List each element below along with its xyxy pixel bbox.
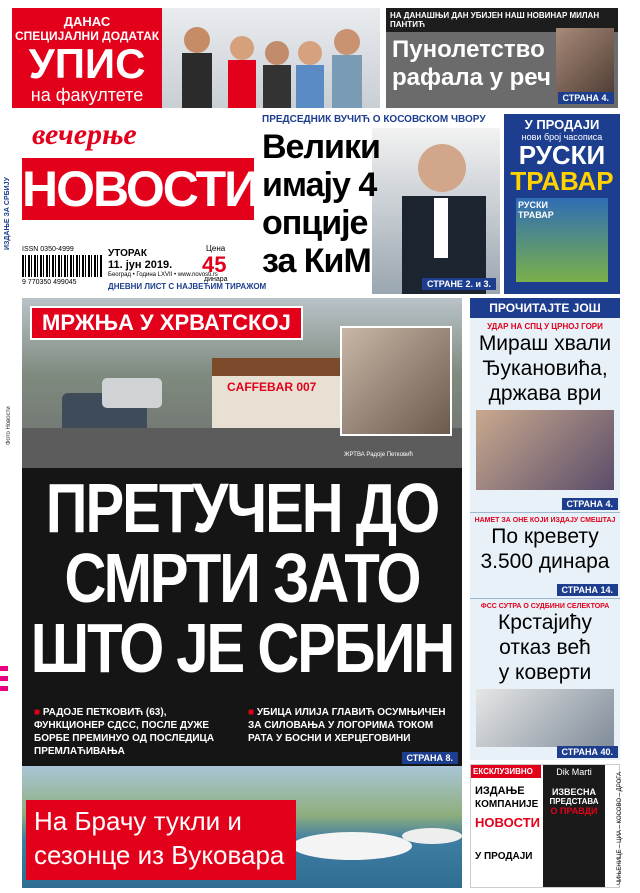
book-title-1: ИЗВЕСНА bbox=[551, 787, 597, 797]
book-author: Dik Marti bbox=[556, 767, 592, 777]
sidebar-story-2[interactable] bbox=[470, 512, 620, 598]
upis-line1: ДАНАС bbox=[63, 14, 111, 29]
main-headline-2: СМРТИ ЗАТО bbox=[64, 539, 420, 618]
travar-l2: нови број часописа bbox=[521, 132, 603, 142]
promo-vertical: ЧИЊЕНИЦЕ – ЦИА – КОСОВО – ДРОГА bbox=[617, 771, 623, 885]
s1-l1: Мираш хвали bbox=[478, 332, 612, 355]
tagline: ДНЕВНИ ЛИСТ С НАЈВЕЋИМ ТИРАЖОМ bbox=[108, 282, 267, 291]
masthead-novosti-text: НОВОСТИ bbox=[22, 161, 259, 217]
bullet-2: ■ УБИЦА ИЛИЈА ГЛАВИЋ ОСУМЊИЧЕН ЗА СИЛОВАЊА У ЛОГОРИМА ТОКОМ РАТА У БОСНИ И ХЕРЦЕГОВИНИ bbox=[248, 707, 446, 744]
bullet-1-text: РАДОЈЕ ПЕТКОВИЋ (63), ФУНКЦИОНЕР СДСС, ПОСЛЕ ДУЖЕ БОРБЕ ПРЕМИНУО ОД ПОСЛЕДИЦА ПРЕМЛАЋИВАЊА bbox=[34, 707, 215, 757]
main-headline-box[interactable] bbox=[22, 468, 462, 698]
book-title-2: ПРЕДСТАВА bbox=[549, 797, 599, 806]
vucic-photo bbox=[372, 128, 500, 294]
bullet-2-text: УБИЦА ИЛИЈА ГЛАВИЋ ОСУМЊИЧЕН ЗА СИЛОВАЊА У ЛОГОРИМА ТОКОМ РАТА У БОСНИ И ХЕРЦЕГОВИНИ bbox=[248, 707, 446, 744]
price-currency: динара bbox=[204, 276, 228, 283]
pantic-page-ref: СТРАНА 4. bbox=[558, 92, 615, 104]
travar-l1: У ПРОДАЈИ bbox=[524, 117, 600, 132]
promo-l1: ИЗДАЊЕ bbox=[475, 785, 525, 797]
pantic-headline-2: рафала у реч bbox=[392, 64, 551, 91]
s1-l3: држава ври bbox=[488, 382, 602, 405]
book-cover bbox=[543, 765, 605, 887]
masthead-vecernje: вечерње bbox=[32, 118, 137, 151]
sidebar bbox=[470, 298, 620, 760]
main-kicker: МРЖЊА У ХРВАТСКОЈ bbox=[30, 306, 303, 340]
s3-l1: Крстајићу bbox=[497, 611, 593, 634]
main-page-ref: СТРАНА 8. bbox=[402, 752, 459, 764]
s2-l2: 3.500 динара bbox=[480, 550, 610, 573]
upis-sub: на факултете bbox=[30, 85, 144, 105]
masthead-side-text: ИЗДАЊЕ ЗА СРБИЈУ bbox=[4, 177, 11, 250]
s1-page-ref: СТРАНА 4. bbox=[562, 498, 619, 510]
students-photo bbox=[162, 8, 380, 108]
cafe-sign: CAFFEBAR 007 bbox=[227, 380, 317, 394]
travar-l4: ТРАВАР bbox=[510, 166, 614, 196]
travar-cover bbox=[516, 198, 608, 282]
pantic-kicker: НА ДАНАШЊИ ДАН УБИЈЕН НАШ НОВИНАР МИЛАН ПАНТИЋ bbox=[386, 8, 618, 32]
brac-l2: сезонце из Вуковара bbox=[34, 840, 285, 870]
s3-page-ref: СТРАНА 40. bbox=[557, 746, 619, 758]
upis-promo[interactable] bbox=[12, 8, 162, 108]
s3-l2: отказ већ bbox=[499, 636, 591, 659]
students-figures bbox=[162, 8, 380, 108]
s3-l3: у коверти bbox=[498, 661, 592, 684]
travar-l3: РУСКИ bbox=[518, 140, 606, 170]
vucic-page-ref: СТРАНЕ 2. и 3. bbox=[422, 278, 496, 290]
main-headline-3: ШТО ЈЕ СРБИН bbox=[30, 609, 454, 688]
travar-promo[interactable] bbox=[504, 114, 620, 294]
masthead-novosti bbox=[22, 158, 259, 220]
sidebar-story-1[interactable] bbox=[470, 322, 620, 512]
photo-credit: Фото Новости bbox=[6, 406, 12, 445]
vucic-headline-1: Велики bbox=[262, 128, 380, 166]
upis-line2: СПЕЦИЈАЛНИ ДОДАТАК bbox=[14, 29, 160, 43]
issue-day: УТОРАК bbox=[108, 248, 147, 259]
pantic-photo bbox=[556, 28, 614, 98]
s3-kicker: ФСС СУТРА О СУДБИНИ СЕЛЕКТОРА bbox=[480, 603, 610, 610]
pantic-headline-1: Пунолетство bbox=[392, 36, 545, 63]
vucic-headline-2: имају 4 bbox=[262, 166, 377, 204]
main-bullets bbox=[22, 698, 462, 766]
pantic-story[interactable] bbox=[386, 8, 618, 108]
victim-photo bbox=[340, 326, 452, 436]
travar-cover-2: ТРАВАР bbox=[518, 210, 554, 220]
vucic-kicker: ПРЕДСЕДНИК ВУЧИЋ О КОСОВСКОМ ЧВОРУ bbox=[262, 114, 486, 125]
travar-cover-1: РУСКИ bbox=[518, 200, 548, 210]
upis-big: УПИС bbox=[28, 40, 146, 87]
vucic-headline-3: опције bbox=[262, 204, 368, 242]
victim-caption: ЖРТВА Радоје Петковић bbox=[344, 452, 413, 458]
sidebar-story-3[interactable] bbox=[470, 598, 620, 760]
promo-l3: НОВОСТИ bbox=[475, 815, 541, 830]
issue-place: Београд • Година LXVII • www.novosti.rs bbox=[108, 272, 218, 278]
brac-l1: На Брачу тукли и bbox=[34, 806, 242, 836]
s3-photo bbox=[476, 689, 614, 747]
s1-l2: Ђукановића, bbox=[482, 357, 608, 380]
price-label: Цена bbox=[206, 244, 226, 253]
issn: ISSN 0350-4999 bbox=[22, 246, 74, 253]
promo-l2: КОМПАНИЈЕ bbox=[475, 799, 539, 810]
s2-page-ref: СТРАНА 14. bbox=[557, 584, 619, 596]
brac-headline[interactable] bbox=[26, 800, 296, 880]
main-headline-1: ПРЕТУЧЕН ДО bbox=[45, 469, 439, 548]
sidebar-header: ПРОЧИТАЈТЕ ЈОШ bbox=[470, 298, 620, 318]
vucic-headline-4: за КиМ bbox=[262, 242, 371, 280]
promo-excl: ЕКСКЛУЗИВНО bbox=[471, 765, 541, 778]
vucic-figure bbox=[372, 128, 500, 294]
s2-kicker: НАМЕТ ЗА ОНЕ КОЈИ ИЗДАЈУ СМЕШТАЈ bbox=[474, 517, 616, 524]
bullet-1: ■ РАДОЈЕ ПЕТКОВИЋ (63), ФУНКЦИОНЕР СДСС, ПОСЛЕ ДУЖЕ БОРБЕ ПРЕМИНУО ОД ПОСЛЕДИЦА ПРЕМЛАЋИВАЊА bbox=[34, 707, 215, 757]
s1-photo bbox=[476, 410, 614, 490]
book-title-3: О ПРАВДИ bbox=[550, 806, 598, 816]
s2-l1: По кревету bbox=[491, 525, 599, 548]
price-value: 45 bbox=[202, 252, 227, 277]
barcode-number: 9 770350 499045 bbox=[22, 279, 77, 286]
s1-kicker: УДАР НА СПЦ У ЦРНОЈ ГОРИ bbox=[487, 322, 603, 331]
issue-date: 11. јун 2019. bbox=[108, 259, 173, 271]
promo-l4: У ПРОДАЈИ bbox=[475, 851, 533, 862]
vucic-story[interactable] bbox=[262, 114, 500, 294]
pink-markers bbox=[0, 666, 8, 696]
book-promo[interactable] bbox=[470, 764, 623, 888]
barcode bbox=[22, 255, 102, 277]
